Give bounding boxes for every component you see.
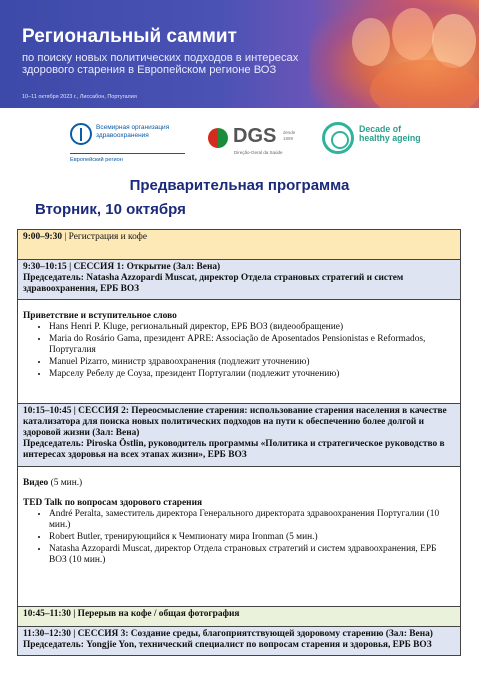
person-silhouette: [370, 60, 479, 108]
list-item: • Maria do Rosário Gama, президент APRE: Associação de Aposentados Pensionistas e Reformados, Португалия: [49, 334, 455, 356]
person-silhouette: [392, 8, 434, 60]
session-header: 11:30–12:30 | СЕССИЯ 3: Создание среды, благоприятствующей здоровому старению (Зал: Вена): [23, 629, 433, 639]
row-session-1: [18, 260, 460, 300]
who-emblem-icon: [70, 123, 92, 145]
list-item: • Марселу Ребелу де Соуза, президент Португалии (подлежит уточнению): [49, 369, 455, 380]
who-name: Всемирная организация здравоохранения: [96, 124, 170, 139]
session-header: 9:30–10:15 | СЕССИЯ 1: Открытие (Зал: Вена): [23, 262, 221, 272]
session-header: 10:15–10:45 | СЕССИЯ 2: Переосмысление старения: использование старения населения в качестве катализатора для поиска новых политических подходов на пути к обеспечению более долгой и здоровой жизни (Зал: Вена): [23, 406, 447, 438]
summit-title: Региональный саммит: [22, 26, 237, 47]
person-silhouette: [432, 14, 476, 68]
logo-strip: [0, 118, 479, 168]
dgs-subtitle: Direção-Geral da Saúde: [234, 150, 283, 155]
schedule-table: [17, 229, 461, 656]
page-title: Предварительная программа: [129, 177, 350, 194]
welcome-speaker-list: [23, 322, 455, 380]
row-session-3: [18, 627, 460, 655]
break-text: 10:45–11:30 | Перерыв на кофе / общая фотография: [23, 609, 240, 619]
row-welcome: [18, 300, 460, 404]
dgs-since: desde 1899: [283, 130, 296, 141]
dgs-mark-icon: [208, 128, 228, 148]
dgs-name: DGS: [233, 125, 277, 147]
ted-speaker-list: [23, 509, 455, 566]
day-heading: Вторник, 10 октября: [35, 201, 186, 218]
who-region: Европейский регион: [70, 157, 123, 163]
person-silhouette: [352, 18, 390, 66]
row-video-ted: [18, 467, 460, 607]
video-line: [23, 478, 455, 489]
row-session-2: [18, 404, 460, 467]
summit-dates: 10–11 октября 2023 г., Лиссабон, Португалия: [22, 94, 137, 100]
ted-title: TED Talk по вопросам здорового старения: [23, 498, 203, 508]
row-registration: [18, 230, 460, 260]
decade-ring-icon: [322, 122, 354, 154]
row-time: 9:00–9:30: [23, 232, 63, 242]
list-item: • André Peralta, заместитель директора Генерального директората здравоохранения Португалии (10 мин.): [49, 509, 455, 531]
list-item: • Hans Henri P. Kluge, региональный директор, ЕРБ ВОЗ (видеообращение): [49, 322, 455, 333]
row-coffee-break: [18, 607, 460, 627]
who-divider: [70, 153, 185, 154]
summit-banner: [0, 0, 479, 108]
list-item: • Manuel Pizarro, министр здравоохранения (подлежит уточнению): [49, 357, 455, 368]
row-text: Регистрация и кофе: [68, 232, 148, 242]
video-label: Видео: [23, 478, 49, 488]
video-duration: (5 мин.): [48, 478, 83, 488]
welcome-title: Приветствие и вступительное слово: [23, 311, 177, 321]
decade-text: Decade of healthy ageing: [359, 124, 421, 143]
row-separator: |: [62, 232, 69, 242]
session-chair: Председатель: Natasha Azzopardi Muscat, директор Отдела страновых стратегий и систем здравоохранения, ЕРБ ВОЗ: [23, 273, 404, 294]
list-item: • Robert Butler, тренирующийся к Чемпионату мира Ironman (5 мин.): [49, 532, 455, 543]
session-chair: Председатель: Piroska Östlin, руководитель программы «Политика и стратегическое руководство в интересах здоровья на всех этапах жизни», ЕРБ ВОЗ: [23, 439, 445, 460]
list-item: • Natasha Azzopardi Muscat, директор Отдела страновых стратегий и систем здравоохранения, ЕРБ ВОЗ (10 мин.): [49, 544, 455, 566]
summit-subtitle: по поиску новых политических подходов в интересах здорового старения в Европейском регионе ВОЗ: [22, 52, 299, 76]
session-chair: Председатель: Yongjie Yon, технический специалист по вопросам старения и здоровья, ЕРБ ВОЗ: [23, 640, 432, 650]
